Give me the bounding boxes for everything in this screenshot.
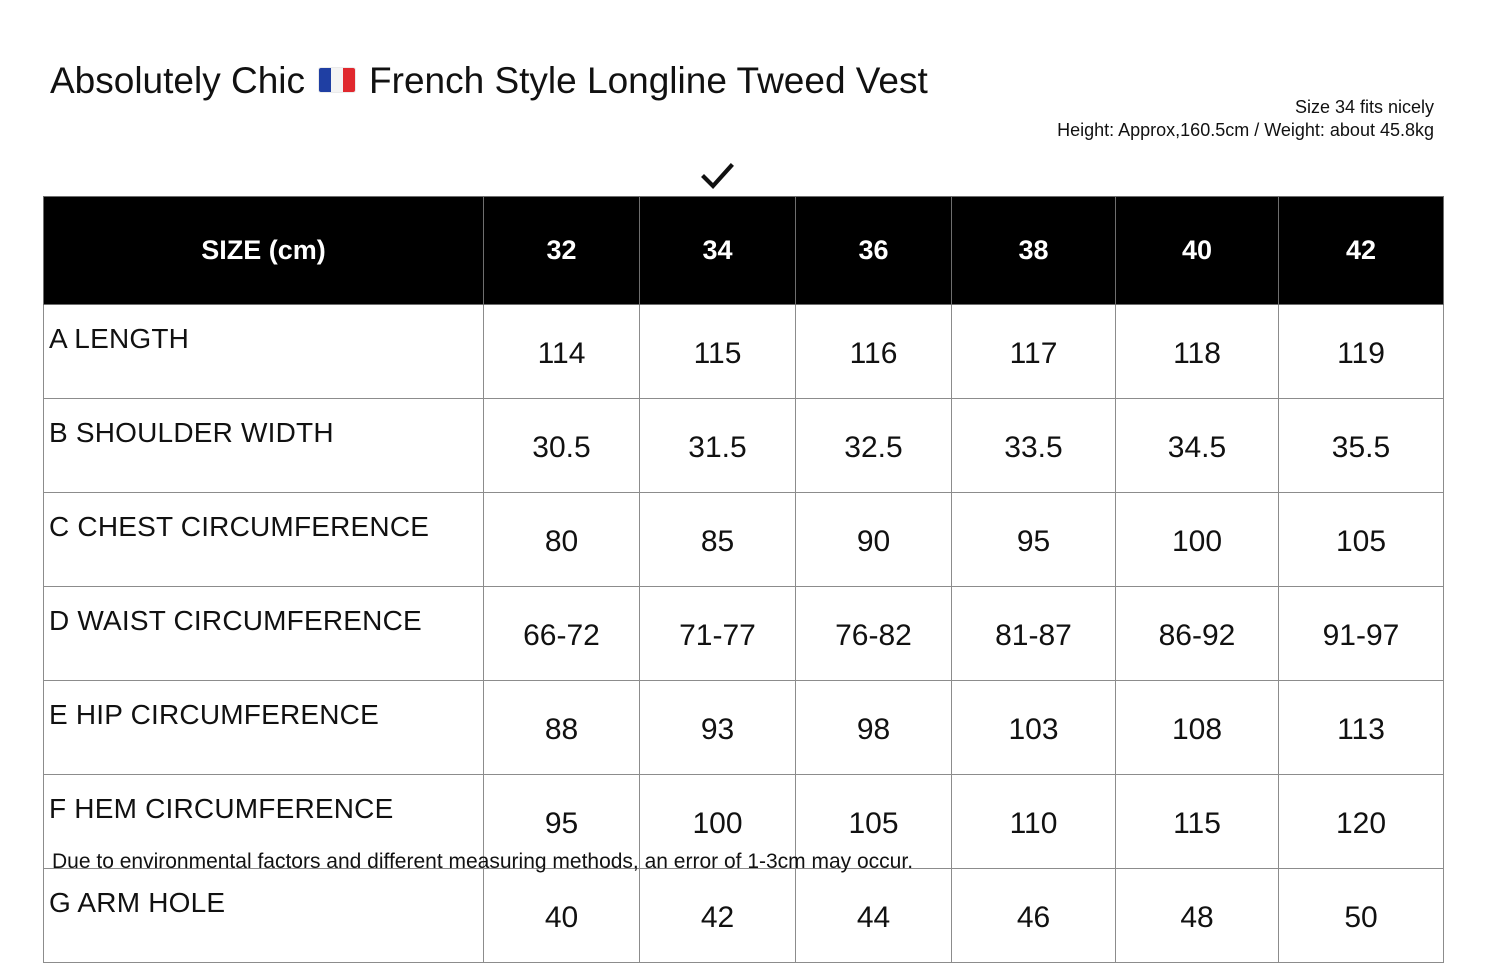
measurement-disclaimer: Due to environmental factors and different measuring methods, an error of 1-3cm may occur. [52,850,914,873]
model-measurements: Height: Approx,160.5cm / Weight: about 45.8kg [1057,120,1434,140]
table-cell: 100 [1116,493,1279,587]
table-cell: 105 [796,775,952,869]
table-cell: 119 [1279,305,1444,399]
size-header-label: SIZE (cm) [44,197,484,305]
table-cell: 44 [796,869,952,963]
table-row [44,681,1444,775]
measurement-label: B SHOULDER WIDTH [44,399,484,493]
table-cell: 95 [952,493,1116,587]
table-row [44,587,1444,681]
table-cell: 93 [640,681,796,775]
table-cell: 81-87 [952,587,1116,681]
table-cell: 80 [484,493,640,587]
table-header-row [44,197,1444,305]
table-cell: 34.5 [1116,399,1279,493]
page-title [50,58,928,104]
table-cell: 118 [1116,305,1279,399]
size-header-cell: 36 [796,197,952,305]
size-header-cell: 40 [1116,197,1279,305]
measurement-label: F HEM CIRCUMFERENCE [44,775,484,869]
table-cell: 98 [796,681,952,775]
table-cell: 115 [1116,775,1279,869]
table-cell: 91-97 [1279,587,1444,681]
size-header-cell: 32 [484,197,640,305]
table-cell: 115 [640,305,796,399]
table-cell: 48 [1116,869,1279,963]
title-product: French Style Longline Tweed Vest [369,60,928,101]
size-header-cell: 38 [952,197,1116,305]
measurement-label: E HIP CIRCUMFERENCE [44,681,484,775]
table-row [44,399,1444,493]
measurement-label: C CHEST CIRCUMFERENCE [44,493,484,587]
table-cell: 88 [484,681,640,775]
table-cell: 50 [1279,869,1444,963]
table-cell: 103 [952,681,1116,775]
size-header-cell: 42 [1279,197,1444,305]
table-cell: 71-77 [640,587,796,681]
table-cell: 86-92 [1116,587,1279,681]
model-fit-note [1057,96,1434,142]
table-cell: 114 [484,305,640,399]
table-cell: 117 [952,305,1116,399]
table-cell: 113 [1279,681,1444,775]
table-cell: 108 [1116,681,1279,775]
table-cell: 76-82 [796,587,952,681]
table-row [44,869,1444,963]
table-cell: 120 [1279,775,1444,869]
table-cell: 30.5 [484,399,640,493]
title-brand: Absolutely Chic [50,60,306,101]
table-cell: 40 [484,869,640,963]
checkmark-icon [700,160,736,192]
table-cell: 105 [1279,493,1444,587]
table-cell: 33.5 [952,399,1116,493]
france-flag-icon [319,68,355,92]
table-cell: 32.5 [796,399,952,493]
size-header-cell: 34 [640,197,796,305]
size-chart-table [43,196,1444,963]
table-row [44,493,1444,587]
measurement-label: G ARM HOLE [44,869,484,963]
table-cell: 46 [952,869,1116,963]
table-cell: 100 [640,775,796,869]
table-cell: 35.5 [1279,399,1444,493]
table-cell: 95 [484,775,640,869]
table-cell: 85 [640,493,796,587]
table-cell: 116 [796,305,952,399]
table-cell: 66-72 [484,587,640,681]
model-fit-size: Size 34 fits nicely [1294,97,1434,117]
measurement-label: D WAIST CIRCUMFERENCE [44,587,484,681]
measurement-label: A LENGTH [44,305,484,399]
table-cell: 110 [952,775,1116,869]
table-cell: 31.5 [640,399,796,493]
table-row [44,305,1444,399]
table-cell: 42 [640,869,796,963]
table-cell: 90 [796,493,952,587]
